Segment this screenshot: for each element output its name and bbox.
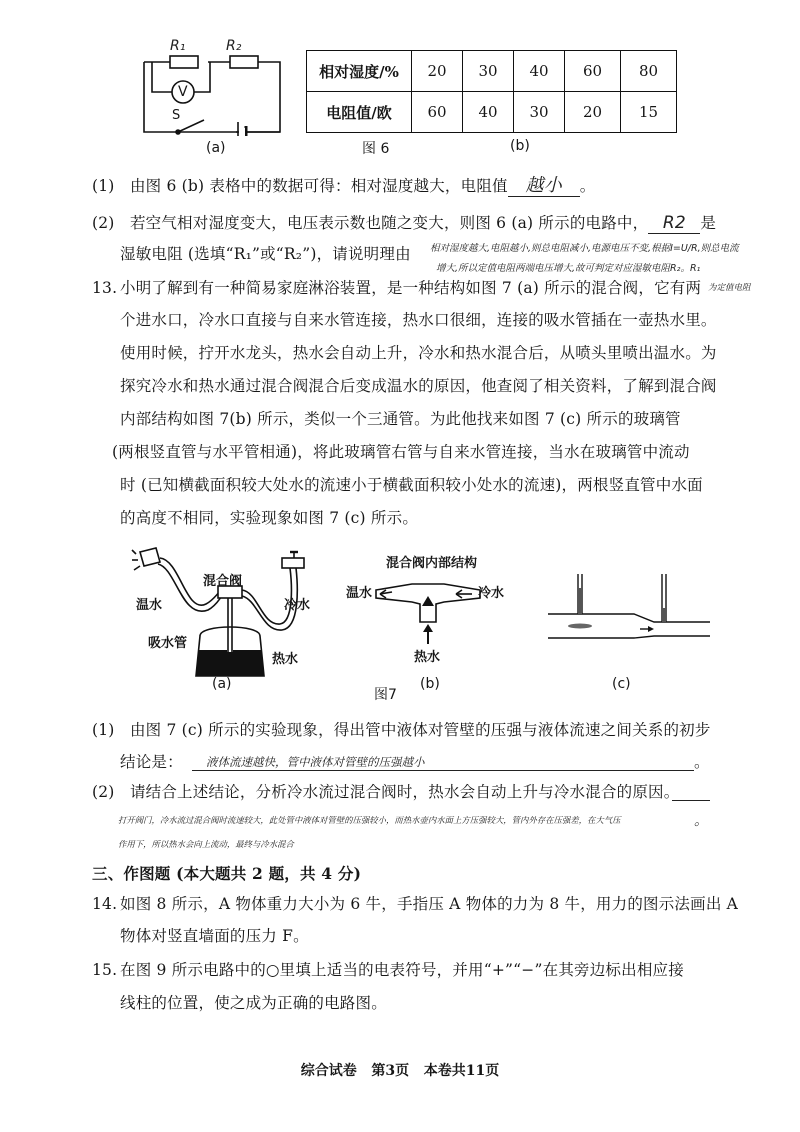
q13-part2-answer-2[interactable]: 作用下，所以热水会向上流动，最终与冷水混合: [118, 839, 294, 849]
fig7a-caption: (a): [212, 676, 232, 692]
table-cell: 20: [412, 51, 463, 92]
q13-part2-answer-1[interactable]: 打开阀门，冷水流过混合阀时流速较大，此处管中液体对管壁的压强较小，而热水壶内水面上方压强较大，管内外存在压强差，在大气压: [118, 815, 621, 825]
table-cell: 20: [565, 92, 621, 133]
q12-reason-handwritten-3[interactable]: 为定值电阻: [708, 283, 751, 293]
q13-line: 内部结构如图 7(b) 所示，类似一个三通管。为此他找来如图 7 (c) 所示的玻璃管: [120, 410, 681, 428]
q12-part1-answer: 越小: [525, 175, 562, 196]
voltmeter-symbol: V: [178, 84, 188, 100]
table-cell: 30: [514, 92, 565, 133]
q13-part1-line2: 结论是：: [120, 753, 183, 771]
label-cold-water-b: 冷水: [478, 586, 505, 601]
q13-line: 探究冷水和热水通过混合阀混合后变成温水的原因，他查阅了相关资料，了解到混合阀: [120, 377, 717, 395]
glass-tube-experiment-fig7c: [544, 570, 714, 650]
q12-part2-answer: R2: [662, 213, 686, 233]
table-cell: 15: [621, 92, 677, 133]
q13-line: 小明了解到有一种简易家庭淋浴装置，是一种结构如图 7 (a) 所示的混合阀，它有两: [120, 279, 702, 297]
table-cell: 60: [565, 51, 621, 92]
q13-line: 时 (已知横截面积较大处水的流速小于横截面积较小处水的流速)，两根竖直管中水面: [120, 476, 703, 494]
q12-part2: [92, 213, 716, 234]
fig6b-caption: (b): [510, 138, 530, 154]
q13-number: 13.: [92, 279, 118, 297]
page-footer: 综合试卷 第3页 本卷共11页: [300, 1063, 500, 1079]
q12-part1-text: 由图 6 (b) 表格中的数据可得：相对湿度越大，电阻值: [129, 177, 508, 195]
q13-part2-end: 。: [694, 813, 708, 829]
q12-part1: [92, 176, 595, 197]
q13-line: 的高度不相同，实验现象如图 7 (c) 所示。: [120, 509, 419, 527]
table-cell: 30: [463, 51, 514, 92]
table-row: [307, 92, 677, 133]
q13-part2: [92, 782, 679, 802]
section3-title: 三、作图题 (本大题共 2 题，共 4 分): [92, 864, 362, 883]
q13-part1-answer-line[interactable]: [192, 770, 694, 771]
label-mixing-valve: 混合阀: [203, 574, 243, 589]
label-hot-water: 热水: [272, 652, 299, 667]
label-suction-tube: 吸水管: [148, 636, 188, 651]
q12-part1-end: 。: [579, 177, 596, 195]
q14-line2: 物体对竖直墙面的压力 F。: [120, 927, 309, 945]
q13-part2-text: 请结合上述结论，分析冷水流过混合阀时，热水会自动上升与冷水混合的原因。: [129, 783, 680, 801]
label-hot-water-b: 热水: [414, 650, 441, 665]
q12-part2-line2: 湿敏电阻 (选填“R₁”或“R₂”)，请说明理由: [120, 245, 411, 263]
q13-part1-end: 。: [694, 753, 710, 771]
q13-part1-number: (1): [92, 721, 115, 739]
q13-part1-text: 由图 7 (c) 所示的实验现象，得出管中液体对管壁的压强与液体流速之间关系的初步: [129, 721, 711, 739]
label-warm-water-b: 温水: [346, 586, 373, 601]
table-row: [307, 51, 677, 92]
table-header-humidity: 相对湿度/%: [307, 51, 412, 92]
table-cell: 40: [514, 51, 565, 92]
q13-line: 使用时候，拧开水龙头，热水会自动上升，冷水和热水混合后，从喷头里喷出温水。为: [120, 344, 717, 362]
r2-label: R₂: [226, 38, 242, 54]
fig6a-caption: (a): [206, 140, 226, 156]
q12-part1-answer-field[interactable]: [508, 176, 580, 197]
q12-part2-text: 若空气相对湿度变大，电压表示数也随之变大，则图 6 (a) 所示的电路中，: [129, 214, 649, 232]
fig7c-caption: (c): [612, 676, 631, 692]
switch-label: S: [172, 108, 181, 123]
q12-reason-handwritten-2[interactable]: 增大,所以定值电阻两端电压增大,故可判定对应湿敏电阻R₂。R₁: [436, 263, 701, 274]
q12-reason-handwritten-1[interactable]: 相对湿度越大,电阻越小,则总电阻减小,电源电压不变,根据I=U/R,则总电流: [430, 243, 739, 254]
q15-line1: 在图 9 所示电路中的○里填上适当的电表符号，并用“+”“−”在其旁边标出相应接: [120, 961, 684, 979]
q13-part2-number: (2): [92, 783, 115, 801]
fig6-label: 图 6: [362, 141, 390, 157]
q12-part2-number: (2): [92, 214, 115, 232]
r1-label: R₁: [170, 38, 186, 54]
table-cell: 80: [621, 51, 677, 92]
q13-line: 个进水口，冷水口直接与自来水管连接，热水口很细，连接的吸水管插在一壶热水里。: [120, 311, 717, 329]
mixing-valve-internal-fig7b: [372, 570, 484, 650]
fig7-label: 图7: [374, 687, 397, 703]
humidity-resistance-table: [306, 50, 677, 133]
table-cell: 60: [412, 92, 463, 133]
q14-line1: 如图 8 所示，A 物体重力大小为 6 牛，手指压 A 物体的力为 8 牛，用力的图示法画出 A: [120, 895, 739, 913]
q13-part2-answer-line[interactable]: [672, 800, 710, 801]
q13-line: (两根竖直管与水平管相通)，将此玻璃管右管与自来水管连接，当水在玻璃管中流动: [112, 443, 690, 461]
label-cold-water: 冷水: [284, 598, 311, 613]
q12-part2-answer-field[interactable]: [648, 213, 700, 234]
q15-line2: 线柱的位置，使之成为正确的电路图。: [120, 994, 387, 1012]
fig7b-caption: (b): [420, 676, 440, 692]
label-warm-water: 温水: [136, 598, 163, 613]
q13-part1-answer[interactable]: 液体流速越快，管中液体对管壁的压强越小: [206, 755, 425, 769]
q13-part1: [92, 720, 711, 740]
circuit-diagram-fig6a: [138, 36, 288, 136]
table-header-resistance: 电阻值/欧: [307, 92, 412, 133]
q15-number: 15.: [92, 961, 118, 979]
q12-part2-end: 是: [700, 214, 717, 232]
table-cell: 40: [463, 92, 514, 133]
q12-part1-number: (1): [92, 177, 115, 195]
label-valve-internal: 混合阀内部结构: [386, 556, 478, 571]
q14-number: 14.: [92, 895, 118, 913]
